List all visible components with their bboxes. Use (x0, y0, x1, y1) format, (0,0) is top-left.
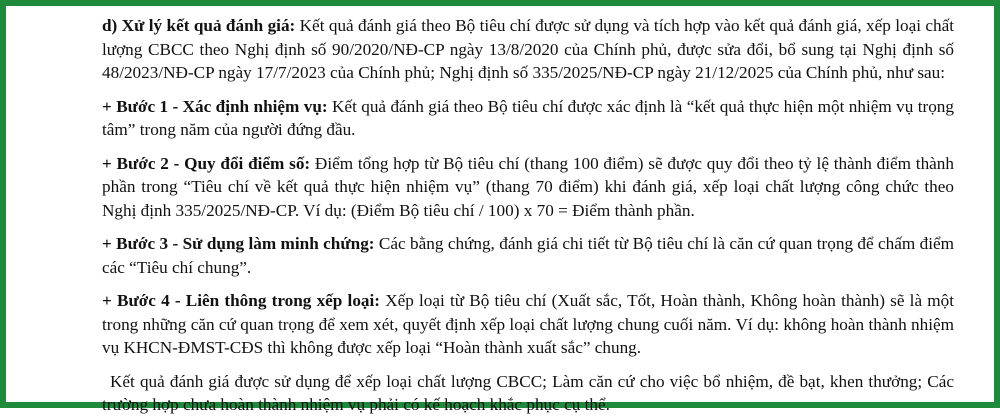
step-3-text: Các bằng chứng, đánh giá chi tiết từ Bộ tiêu chí là căn cứ quan trọng để chấm điểm các “Tiêu chí chung”. (102, 234, 954, 277)
section-d-paragraph (102, 14, 954, 85)
step-4-text: Xếp loại từ Bộ tiêu chí (Xuất sắc, Tốt, Hoàn thành, Không hoàn thành) sẽ là một trong những căn cứ quan trọng để xem xét, quyết định xếp loại chất lượng chung cuối năm. Ví dụ: không hoàn thành nhiệm vụ KHCN-ĐMST-CĐS thì không được xếp loại “Hoàn thành xuất sắc” chung. (102, 291, 954, 357)
step-2-heading: + Bước 2 - Quy đổi điểm số: (102, 153, 311, 173)
step-4-paragraph (102, 289, 954, 360)
section-d-heading: d) Xử lý kết quả đánh giá: (102, 16, 296, 35)
step-1-paragraph (102, 95, 954, 142)
step-1-text: Kết quả đánh giá theo Bộ tiêu chí được xác định là “kết quả thực hiện một nhiệm vụ trọng tâm” trong năm của người đứng đầu. (102, 96, 954, 139)
step-3-heading: + Bước 3 - Sử dụng làm minh chứng: (102, 234, 375, 253)
step-3-paragraph (102, 232, 954, 279)
step-1-heading: + Bước 1 - Xác định nhiệm vụ: (102, 96, 328, 116)
document-body (102, 14, 954, 417)
section-d-text: Kết quả đánh giá theo Bộ tiêu chí được sử dụng và tích hợp vào kết quả đánh giá, xếp loại chất lượng CBCC theo Nghị định số 90/2020/NĐ-CP ngày 13/8/2020 của Chính phủ, được sửa đổi, bổ sung tại Nghị định số 48/2023/NĐ-CP ngày 17/7/2023 của Chính phủ; Nghị định số 335/2025/NĐ-CP ngày 21/12/2025 của Chính phủ, như sau: (102, 16, 954, 82)
conclusion-paragraph: Kết quả đánh giá được sử dụng để xếp loại chất lượng CBCC; Làm căn cứ cho việc bổ nhiệm, đề bạt, khen thưởng; Các trường hợp chưa hoàn thành nhiệm vụ phải có kế hoạch khắc phục cụ thể. (102, 371, 954, 414)
step-2-paragraph (102, 152, 954, 223)
step-2-text: Điểm tổng hợp từ Bộ tiêu chí (thang 100 điểm) sẽ được quy đổi theo tỷ lệ thành điểm thành phần trong “Tiêu chí về kết quả thực hiện nhiệm vụ” (thang 70 điểm) khi đánh giá, xếp loại chất lượng công chức theo Nghị định 335/2025/NĐ-CP. Ví dụ: (Điểm Bộ tiêu chí / 100) x 70 = Điểm thành phần. (102, 153, 954, 220)
step-4-heading: + Bước 4 - Liên thông trong xếp loại: (102, 291, 381, 310)
